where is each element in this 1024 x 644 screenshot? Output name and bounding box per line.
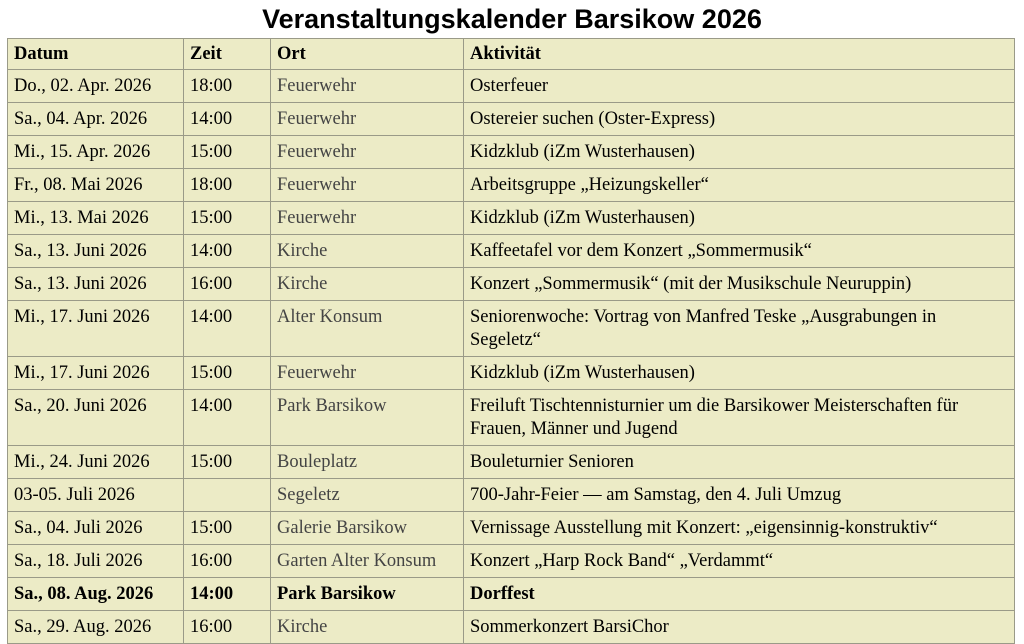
cell-aktivitaet: Bouleturnier Senioren	[464, 446, 1015, 479]
event-calendar-table	[7, 38, 1015, 644]
cell-aktivitaet: Osterfeuer	[464, 70, 1015, 103]
cell-zeit: 14:00	[184, 390, 271, 446]
cell-zeit: 15:00	[184, 446, 271, 479]
cell-zeit: 14:00	[184, 235, 271, 268]
cell-aktivitaet: Arbeitsgruppe „Heizungskeller“	[464, 169, 1015, 202]
cell-ort: Galerie Barsikow	[271, 512, 464, 545]
cell-datum: Mi., 17. Juni 2026	[8, 357, 184, 390]
cell-zeit: 15:00	[184, 136, 271, 169]
cell-ort: Feuerwehr	[271, 357, 464, 390]
cell-datum: Sa., 04. Apr. 2026	[8, 103, 184, 136]
cell-zeit: 14:00	[184, 103, 271, 136]
table-row	[8, 103, 1015, 136]
cell-datum: Fr., 08. Mai 2026	[8, 169, 184, 202]
page-title: Veranstaltungskalender Barsikow 2026	[262, 4, 762, 34]
cell-aktivitaet: Freiluft Tischtennisturnier um die Barsikower Meisterschaften für Frauen, Männer und Jugend	[464, 390, 1015, 446]
cell-aktivitaet: Dorffest	[464, 578, 1015, 611]
cell-zeit: 18:00	[184, 169, 271, 202]
table-row	[8, 136, 1015, 169]
cell-datum: Sa., 04. Juli 2026	[8, 512, 184, 545]
cell-aktivitaet: Kidzklub (iZm Wusterhausen)	[464, 357, 1015, 390]
cell-datum: Do., 02. Apr. 2026	[8, 70, 184, 103]
cell-zeit: 15:00	[184, 202, 271, 235]
cell-datum: Mi., 15. Apr. 2026	[8, 136, 184, 169]
table-row	[8, 545, 1015, 578]
cell-ort: Feuerwehr	[271, 202, 464, 235]
cell-ort: Kirche	[271, 235, 464, 268]
table-header-row	[8, 39, 1015, 70]
table-row	[8, 446, 1015, 479]
cell-aktivitaet: Kaffeetafel vor dem Konzert „Sommermusik“	[464, 235, 1015, 268]
cell-ort: Feuerwehr	[271, 136, 464, 169]
cell-aktivitaet: Konzert „Sommermusik“ (mit der Musikschule Neuruppin)	[464, 268, 1015, 301]
table-row	[8, 235, 1015, 268]
cell-aktivitaet: Konzert „Harp Rock Band“ „Verdammt“	[464, 545, 1015, 578]
table-row	[8, 268, 1015, 301]
cell-aktivitaet: Kidzklub (iZm Wusterhausen)	[464, 136, 1015, 169]
table-row	[8, 301, 1015, 357]
cell-ort: Alter Konsum	[271, 301, 464, 357]
table-row-highlighted	[8, 578, 1015, 611]
cell-zeit: 15:00	[184, 357, 271, 390]
cell-datum: Sa., 13. Juni 2026	[8, 268, 184, 301]
cell-aktivitaet: Sommerkonzert BarsiChor	[464, 611, 1015, 644]
cell-zeit: 16:00	[184, 545, 271, 578]
cell-zeit: 14:00	[184, 578, 271, 611]
cell-ort: Segeletz	[271, 479, 464, 512]
cell-datum: Sa., 20. Juni 2026	[8, 390, 184, 446]
cell-zeit: 18:00	[184, 70, 271, 103]
cell-ort: Garten Alter Konsum	[271, 545, 464, 578]
cell-zeit: 14:00	[184, 301, 271, 357]
table-row	[8, 70, 1015, 103]
cell-aktivitaet: 700-Jahr-Feier — am Samstag, den 4. Juli Umzug	[464, 479, 1015, 512]
table-row	[8, 390, 1015, 446]
cell-zeit: 16:00	[184, 268, 271, 301]
cell-datum: Sa., 13. Juni 2026	[8, 235, 184, 268]
cell-zeit: 15:00	[184, 512, 271, 545]
cell-ort: Park Barsikow	[271, 578, 464, 611]
header-zeit: Zeit	[184, 39, 271, 70]
header-aktivitaet: Aktivität	[464, 39, 1015, 70]
table-row	[8, 357, 1015, 390]
cell-ort: Feuerwehr	[271, 169, 464, 202]
cell-ort: Bouleplatz	[271, 446, 464, 479]
cell-datum: Sa., 18. Juli 2026	[8, 545, 184, 578]
cell-ort: Park Barsikow	[271, 390, 464, 446]
cell-datum: Sa., 08. Aug. 2026	[8, 578, 184, 611]
cell-aktivitaet: Vernissage Ausstellung mit Konzert: „eigensinnig-konstruktiv“	[464, 512, 1015, 545]
table-row	[8, 611, 1015, 644]
cell-datum: Mi., 17. Juni 2026	[8, 301, 184, 357]
cell-ort: Feuerwehr	[271, 70, 464, 103]
table-row	[8, 202, 1015, 235]
table-row	[8, 479, 1015, 512]
cell-datum: 03-05. Juli 2026	[8, 479, 184, 512]
cell-ort: Kirche	[271, 268, 464, 301]
cell-datum: Sa., 29. Aug. 2026	[8, 611, 184, 644]
cell-datum: Mi., 13. Mai 2026	[8, 202, 184, 235]
table-row	[8, 512, 1015, 545]
table-row	[8, 169, 1015, 202]
cell-ort: Feuerwehr	[271, 103, 464, 136]
header-ort: Ort	[271, 39, 464, 70]
cell-zeit: 16:00	[184, 611, 271, 644]
cell-aktivitaet: Kidzklub (iZm Wusterhausen)	[464, 202, 1015, 235]
cell-aktivitaet: Seniorenwoche: Vortrag von Manfred Teske „Ausgrabungen in Segeletz“	[464, 301, 1015, 357]
header-datum: Datum	[8, 39, 184, 70]
cell-datum: Mi., 24. Juni 2026	[8, 446, 184, 479]
cell-zeit	[184, 479, 271, 512]
cell-ort: Kirche	[271, 611, 464, 644]
cell-aktivitaet: Ostereier suchen (Oster-Express)	[464, 103, 1015, 136]
